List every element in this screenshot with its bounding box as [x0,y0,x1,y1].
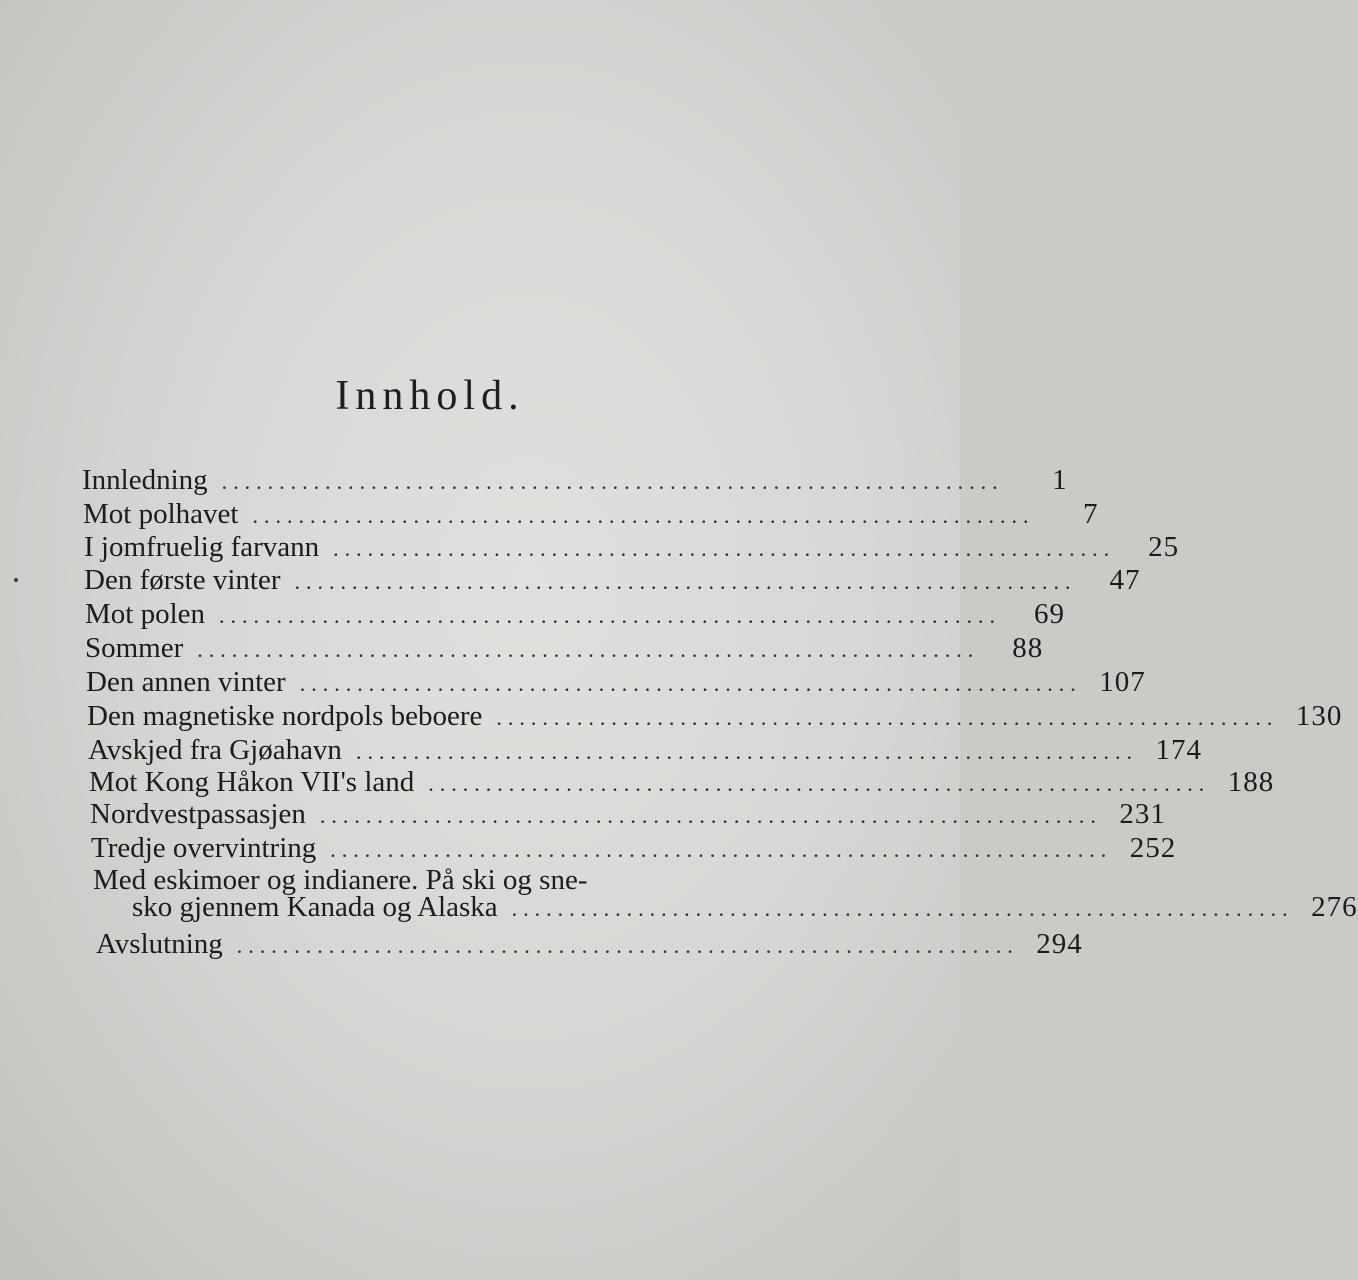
toc-entry-page: 231 [1119,798,1166,830]
toc-entry-page: 130 [1295,700,1343,732]
toc-entry-label: Den første vinter [84,564,281,596]
toc-entry-page: 7 [1082,498,1099,530]
toc-entry [132,891,1358,923]
page-title: Innhold. [335,373,525,419]
paper-speck [14,578,18,582]
toc-entry-label: Avskjed fra Gjøahavn [88,734,342,766]
toc-entry-label: Mot Kong Håkon VII's land [89,766,415,798]
toc-entry [86,666,1146,698]
toc-entry-label: Avslutning [96,928,223,960]
toc-entry [84,564,1141,596]
toc-entry-page: 294 [1036,928,1083,960]
toc-leader-dots: .................................................................... [221,469,1004,494]
toc-entry-page: 47 [1109,564,1141,596]
toc-entry-label: I jomfruelig farvann [84,531,320,563]
toc-entry [90,798,1166,830]
toc-entry-label: Mot polhavet [83,498,239,530]
toc-leader-dots: .................................................................... [355,739,1138,764]
toc-entry-page: 276 [1311,891,1358,923]
toc-leader-dots: .................................................................... [197,637,980,662]
toc-leader-dots: .................................................................... [294,569,1077,594]
toc-entry-label: Den magnetiske nordpols beboere [87,700,483,732]
toc-entry-page: 1 [1052,464,1068,496]
toc-leader-dots: .................................................................... [252,503,1035,528]
toc-leader-dots: .................................................................... [330,837,1113,862]
toc-entry [85,598,1066,630]
toc-entry-page: 69 [1034,598,1066,630]
toc-leader-dots: .................................................................... [299,671,1082,696]
toc-entry [83,498,1099,530]
toc-entry [96,928,1083,960]
toc-entry-label-continuation: sko gjennem Kanada og Alaska [132,891,498,923]
toc-entry-page: 107 [1099,666,1146,698]
toc-entry [88,734,1202,766]
toc-entry [82,464,1068,496]
toc-entry-label: Innledning [82,464,208,496]
toc-entry-page: 252 [1129,832,1177,864]
toc-entry-page: 88 [1012,632,1044,664]
toc-leader-dots: .................................................................... [236,933,1019,958]
toc-entry-page: 188 [1227,766,1275,798]
toc-leader-dots: .................................................................... [428,771,1211,796]
toc-leader-dots: .................................................................... [511,896,1294,921]
toc-entry-label: Mot polen [85,598,206,630]
toc-entry [87,700,1343,732]
toc-entry-label-line1: Med eskimoer og indianere. På ski og sne- [93,864,588,896]
toc-entry [85,632,1044,664]
toc-entry-page: 174 [1155,734,1202,766]
toc-entry-label: Nordvestpassasjen [90,798,306,830]
toc-entry-label: Tredje overvintring [91,832,317,864]
toc-entry-page: 25 [1148,531,1180,563]
toc-leader-dots: .................................................................... [219,603,1002,628]
toc-leader-dots: .................................................................... [496,705,1279,730]
toc-entry [84,531,1180,563]
toc-entry-label: Sommer [85,632,184,664]
toc-entry [89,766,1275,798]
toc-leader-dots: .................................................................... [333,536,1116,561]
toc-entry [91,832,1177,864]
toc-entry-label: Den annen vinter [86,666,286,698]
toc-leader-dots: .................................................................... [319,803,1102,828]
